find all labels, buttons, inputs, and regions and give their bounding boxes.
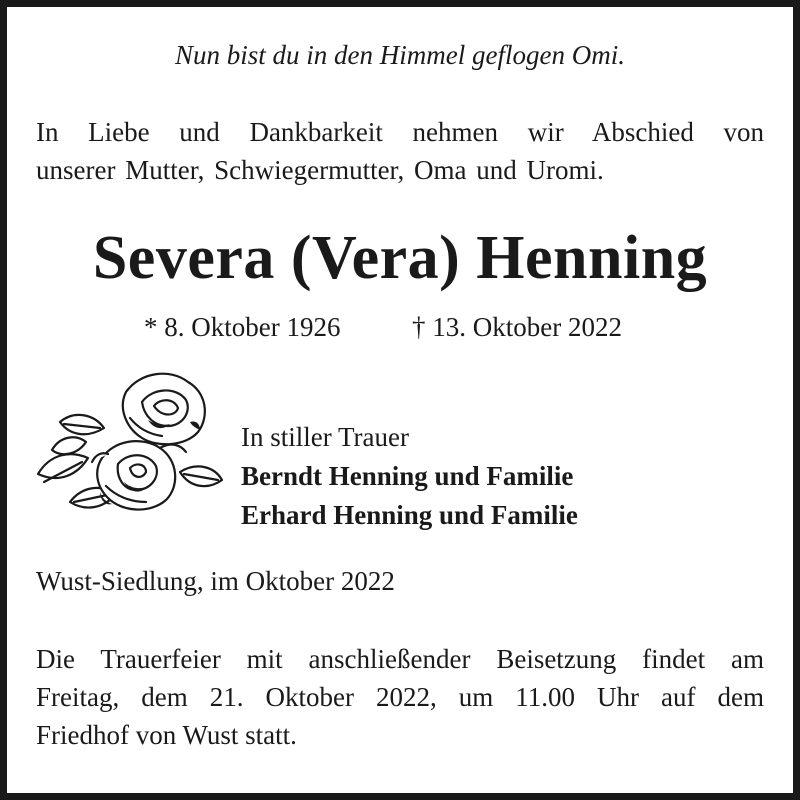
intro-line-2: unserer Mutter, Schwiegermutter, Oma und Uromi. <box>36 155 604 185</box>
deceased-name: Severa (Vera) Henning <box>92 224 708 292</box>
mourners-heading: In stiller Trauer <box>241 422 409 452</box>
rose-flower-icon <box>30 362 230 532</box>
birth-date: * 8. Oktober 1926 <box>144 312 341 342</box>
service-line-2: Freitag, dem 21. Oktober 2022, um 11.00 Uhr auf dem <box>36 682 764 712</box>
intro-line-1: In Liebe und Dankbarkeit nehmen wir Abschied von <box>36 117 764 147</box>
mourner-family-2: Erhard Henning und Familie <box>241 500 578 530</box>
funeral-service-text <box>36 640 764 754</box>
place-and-date: Wust-Siedlung, im Oktober 2022 <box>36 566 395 596</box>
service-line-3: Friedhof von Wust statt. <box>36 720 297 750</box>
service-line-1: Die Trauerfeier mit anschließender Beisetzung findet am <box>36 644 764 674</box>
motto: Nun bist du in den Himmel geflogen Omi. <box>175 40 625 70</box>
intro-text <box>36 113 764 189</box>
death-date: † 13. Oktober 2022 <box>412 312 622 342</box>
mourner-family-1: Berndt Henning und Familie <box>241 461 574 491</box>
mourners-block <box>241 418 761 535</box>
